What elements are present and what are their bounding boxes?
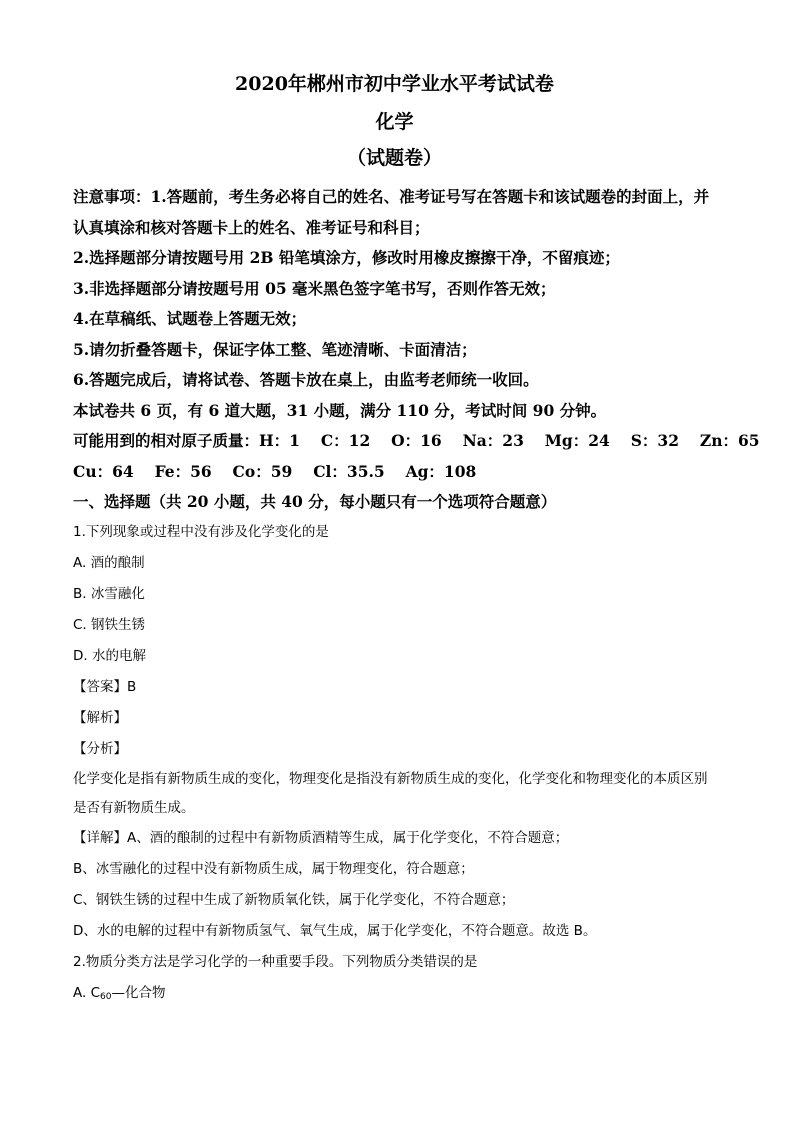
- option-d: D. 水的电解: [73, 648, 146, 664]
- detail-line-1: 【详解】A、酒的酿制的过程中有新物质酒精等生成，属于化学变化，不符合题意；: [73, 830, 569, 846]
- option-a-suffix: —化合物: [111, 985, 166, 1001]
- option-c: C. 钢铁生锈: [73, 617, 146, 633]
- notice-line-5: 5.请勿折叠答题卡，保证字体工整、笔迹清晰、卡面清洁；: [73, 339, 477, 359]
- notice-line-6: 6.答题完成后，请将试卷、答题卡放在桌上，由监考老师统一收回。: [73, 370, 539, 389]
- option-a: [73, 978, 716, 1013]
- analysis-text: 化学变化是指有新物质生成的变化，物理变化是指没有新物质生成的变化，化学变化和物理变化的本质区别是否有新物质生成。: [73, 771, 708, 816]
- option-b: B. 冰雪融化: [73, 586, 145, 602]
- question-1: [73, 517, 716, 947]
- notice-line-3: 3.非选择题部分请按题号用 05 毫米黑色签字笔书写，否则作答无效；: [73, 278, 556, 298]
- detail-line-3: C、钢铁生锈的过程中生成了新物质氧化铁，属于化学变化，不符合题意；: [73, 892, 515, 908]
- atomic-mass-line-1: 可能用到的相对原子质量：H：1 C：12 O：16 Na：23 Mg：24 S：32 Zn：65: [73, 431, 760, 450]
- question-2: [73, 947, 716, 1013]
- question-stem: 2.物质分类方法是学习化学的一种重要手段。下列物质分类错误的是: [73, 954, 478, 970]
- answer-label: 【答案】B: [73, 679, 137, 695]
- exam-info: 本试卷共 6 页，有 6 道大题，31 小题，满分 110 分，考试时间 90 分钟。: [73, 400, 607, 420]
- detail-line-4: D、水的电解的过程中有新物质氢气、氧气生成，属于化学变化，不符合题意。故选 B。: [73, 923, 597, 939]
- exam-title: 2020年郴州市初中学业水平考试试卷: [235, 73, 554, 95]
- detail-line-2: B、冰雪融化的过程中没有新物质生成，属于物理变化，符合题意；: [73, 861, 474, 877]
- section-heading: 一、选择题（共 20 小题，共 40 分，每小题只有一个选项符合题意）: [73, 492, 557, 511]
- atomic-mass-line-2: Cu：64 Fe：56 Co：59 Cl：35.5 Ag：108: [73, 461, 477, 481]
- notice-block: [73, 182, 760, 487]
- option-a: A. 酒的酿制: [73, 555, 145, 571]
- option-a-subscript: 60: [100, 992, 112, 1002]
- option-a-prefix: A. C: [73, 985, 101, 1001]
- notice-line-2: 2.选择题部分请按题号用 2B 铅笔填涂方，修改时用橡皮擦擦干净，不留痕迹；: [73, 248, 620, 267]
- subject-title: 化学: [375, 111, 414, 133]
- question-stem: 1.下列现象或过程中没有涉及化学变化的是: [73, 524, 329, 540]
- jiexi-label: 【解析】: [73, 710, 127, 726]
- fenxi-label: 【分析】: [73, 741, 127, 757]
- booklet-label: （试题卷）: [346, 147, 442, 169]
- notice-line-4: 4.在草稿纸、试题卷上答题无效；: [73, 309, 307, 328]
- notice-line-1: 注意事项：1.答题前，考生务必将自己的姓名、准考证号写在答题卡和该试题卷的封面上，并认真填涂和核对答题卡上的姓名、准考证号和科目；: [73, 187, 710, 237]
